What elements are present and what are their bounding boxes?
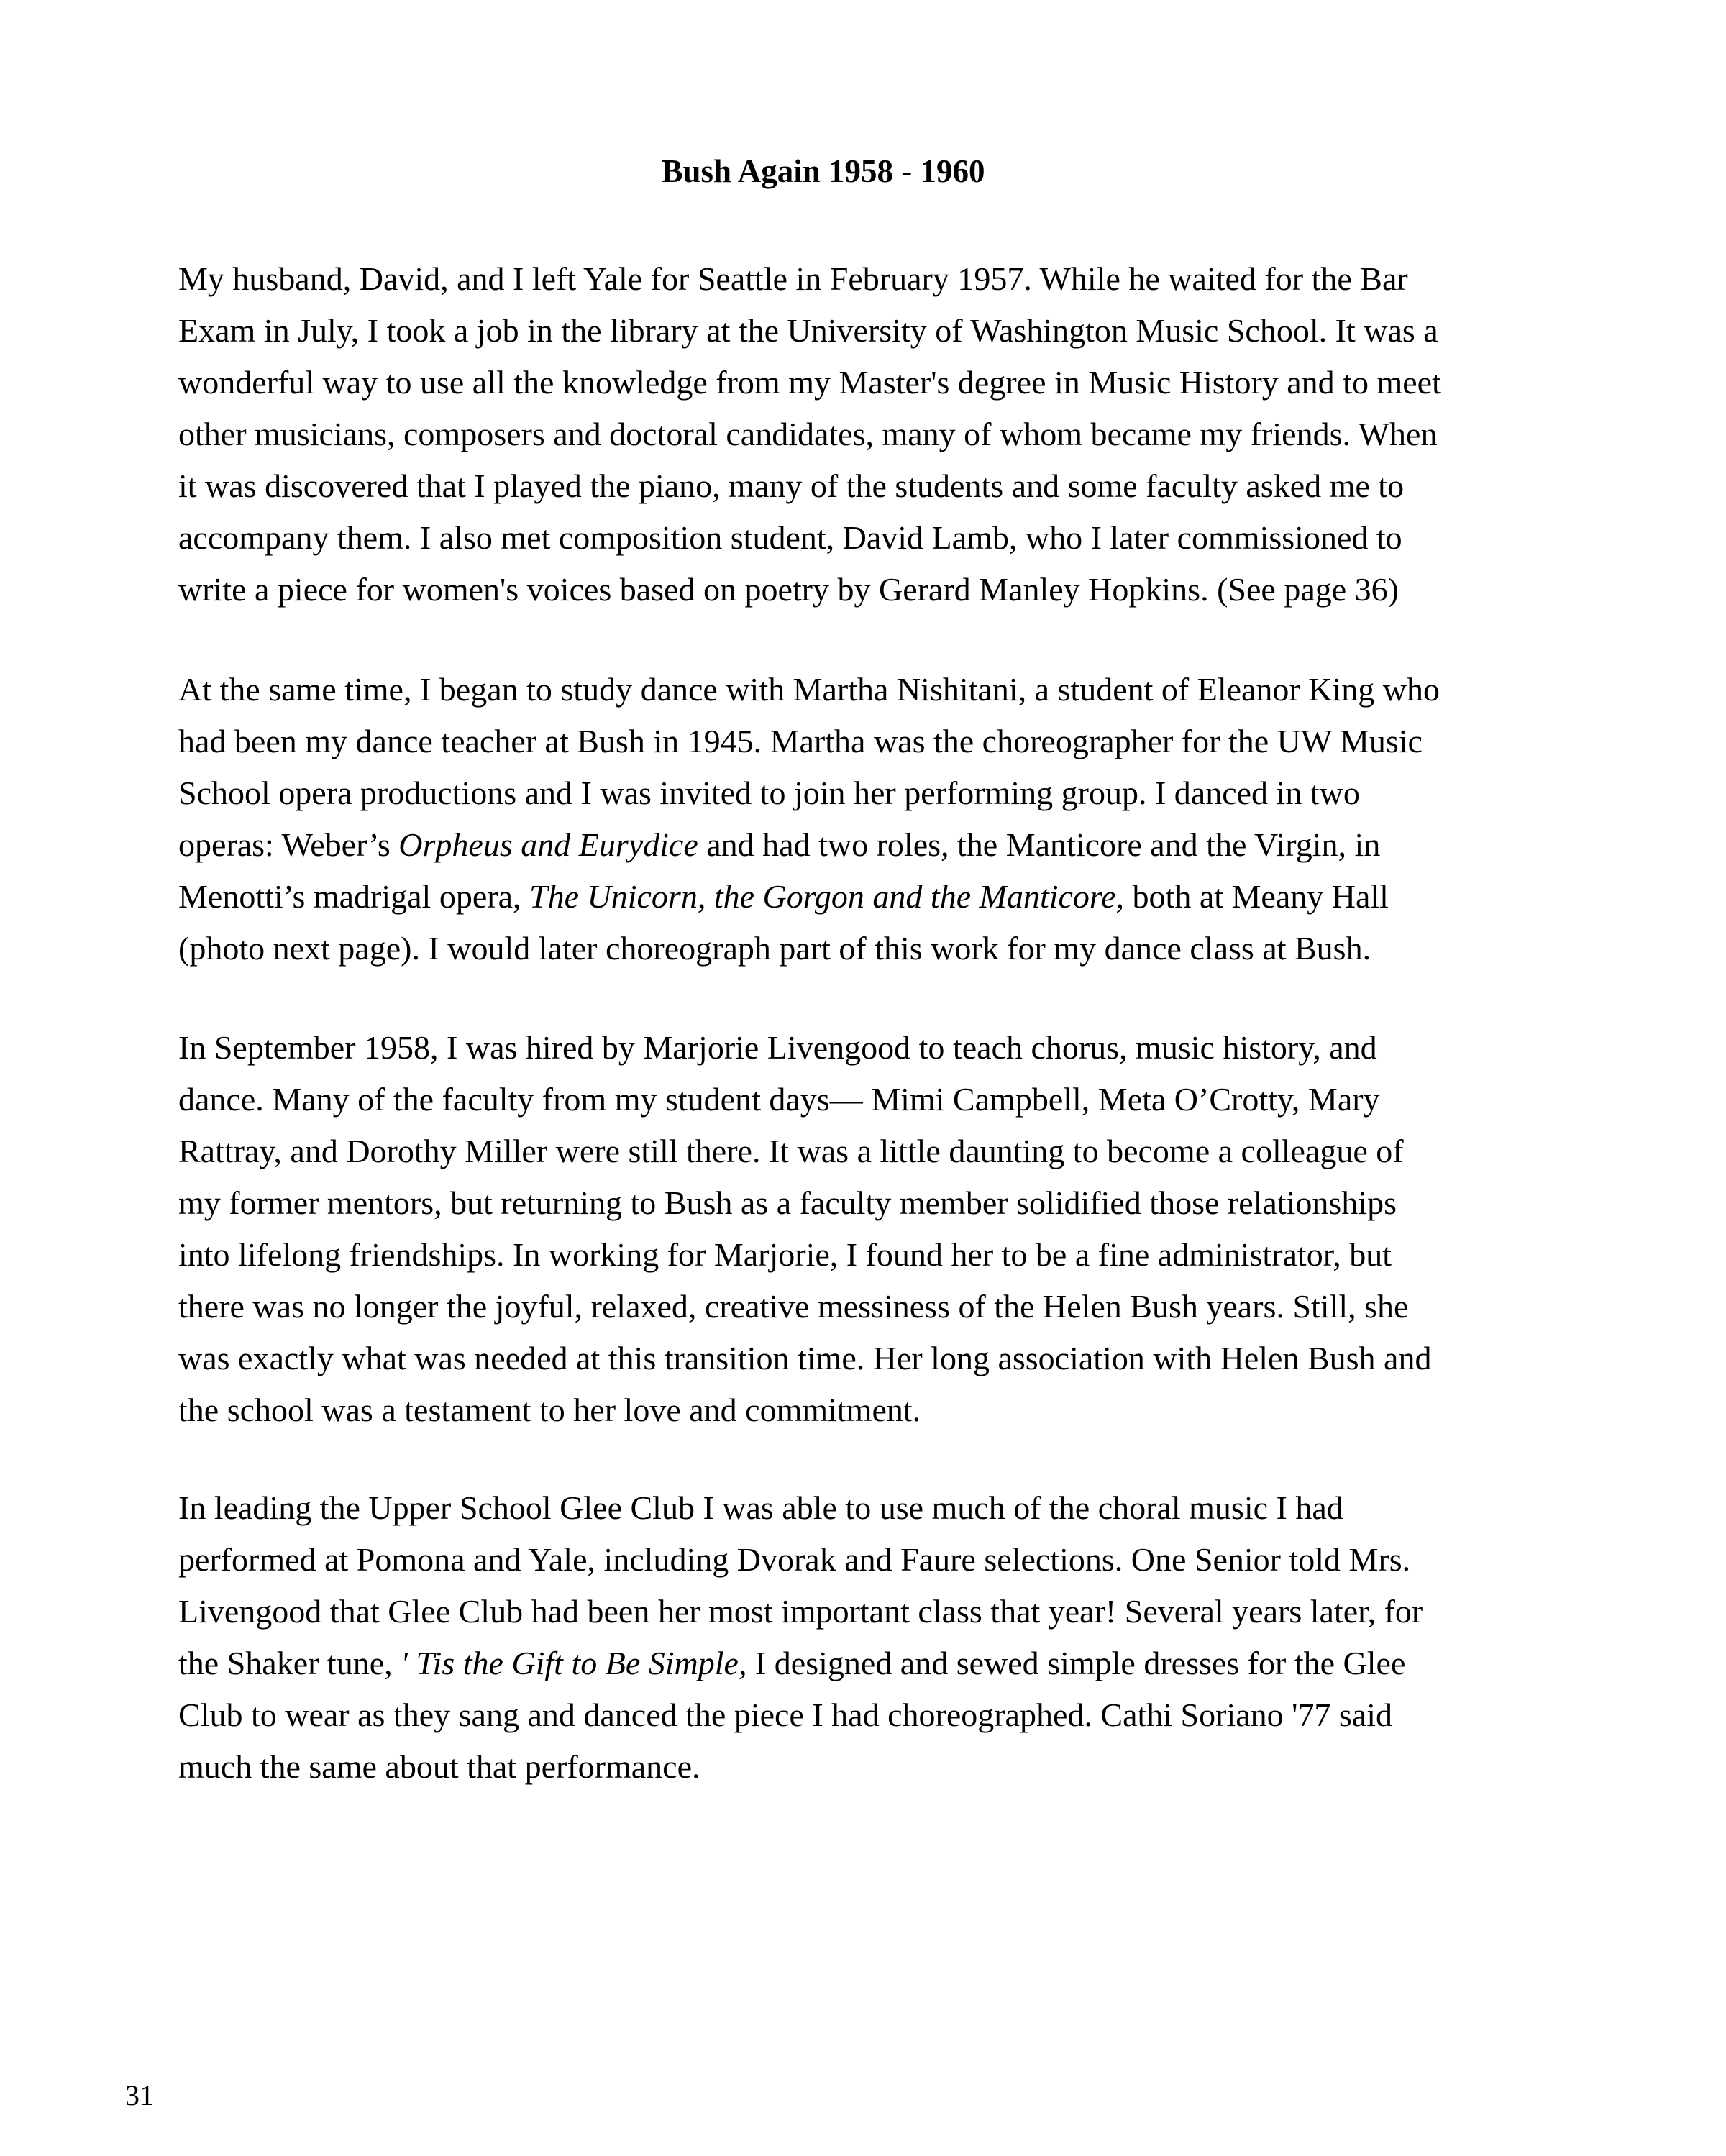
text-line: In September 1958, I was hired by Marjorie Livengood to teach chorus, music history, and bbox=[178, 1029, 1377, 1066]
text-line: Rattray, and Dorothy Miller were still there. It was a little daunting to become a colleague of bbox=[178, 1133, 1404, 1169]
paragraph-seattle bbox=[178, 253, 1606, 616]
text-line: it was discovered that I played the piano, many of the students and some faculty asked me to bbox=[178, 467, 1405, 504]
text-line: Club to wear as they sang and danced the piece I had choreographed. Cathi Soriano '77 said bbox=[178, 1696, 1393, 1733]
text-line: other musicians, composers and doctoral candidates, many of whom became my friends. When bbox=[178, 416, 1438, 452]
text-line: into lifelong friendships. In working for Marjorie, I found her to be a fine administrator, but bbox=[178, 1236, 1392, 1273]
text-line: the school was a testament to her love and commitment. bbox=[178, 1392, 921, 1428]
text-segment: Menotti’s madrigal opera, bbox=[178, 878, 529, 915]
text-line: At the same time, I began to study dance with Martha Nishitani, a student of Eleanor King who bbox=[178, 671, 1440, 708]
text-line: My husband, David, and I left Yale for Seattle in February 1957. While he waited for the Bar bbox=[178, 260, 1408, 297]
text-line: was exactly what was needed at this transition time. Her long association with Helen Bush and bbox=[178, 1340, 1432, 1376]
opera-title-orpheus: Orpheus and Eurydice bbox=[398, 826, 698, 863]
paragraph-faculty bbox=[178, 1022, 1606, 1436]
text-line: accompany them. I also met composition student, David Lamb, who I later commissioned to bbox=[178, 519, 1402, 556]
text-line: there was no longer the joyful, relaxed, creative messiness of the Helen Bush years. Still, she bbox=[178, 1288, 1409, 1325]
text-line: much the same about that performance. bbox=[178, 1748, 700, 1785]
text-line: (photo next page). I would later choreograph part of this work for my dance class at Bush. bbox=[178, 930, 1371, 967]
text-segment: operas: Weber’s bbox=[178, 826, 399, 863]
song-title: ' Tis the Gift to Be Simple, bbox=[401, 1645, 747, 1681]
text-segment: the Shaker tune, bbox=[178, 1645, 401, 1681]
text-line: write a piece for women's voices based on poetry by Gerard Manley Hopkins. (See page 36) bbox=[178, 571, 1399, 608]
page-number: 31 bbox=[125, 2079, 154, 2111]
paragraph-dance bbox=[178, 664, 1606, 974]
text-line: my former mentors, but returning to Bush as a faculty member solidified those relationships bbox=[178, 1184, 1397, 1221]
text-line: performed at Pomona and Yale, including Dvorak and Faure selections. One Senior told Mrs. bbox=[178, 1541, 1411, 1578]
text-segment: both at Meany Hall bbox=[1124, 878, 1389, 915]
paragraph-glee-club bbox=[178, 1482, 1606, 1793]
text-line bbox=[178, 1637, 1606, 1689]
page-title: Bush Again 1958 - 1960 bbox=[661, 153, 985, 189]
text-line: dance. Many of the faculty from my student days— Mimi Campbell, Meta O’Crotty, Mary bbox=[178, 1081, 1380, 1118]
text-line: In leading the Upper School Glee Club I was able to use much of the choral music I had bbox=[178, 1489, 1343, 1526]
text-segment: I designed and sewed simple dresses for the Glee bbox=[746, 1645, 1406, 1681]
text-line: wonderful way to use all the knowledge from my Master's degree in Music History and to meet bbox=[178, 364, 1441, 401]
text-line bbox=[178, 819, 1606, 871]
text-line: Exam in July, I took a job in the library at the University of Washington Music School. It was a bbox=[178, 312, 1438, 349]
text-line: School opera productions and I was invited to join her performing group. I danced in two bbox=[178, 775, 1360, 811]
text-line: Livengood that Glee Club had been her most important class that year! Several years later, for bbox=[178, 1593, 1423, 1630]
opera-title-unicorn: The Unicorn, the Gorgon and the Manticore, bbox=[529, 878, 1125, 915]
text-segment: and had two roles, the Manticore and the Virgin, in bbox=[698, 826, 1381, 863]
text-line: had been my dance teacher at Bush in 1945. Martha was the choreographer for the UW Music bbox=[178, 723, 1423, 759]
text-line bbox=[178, 871, 1606, 923]
